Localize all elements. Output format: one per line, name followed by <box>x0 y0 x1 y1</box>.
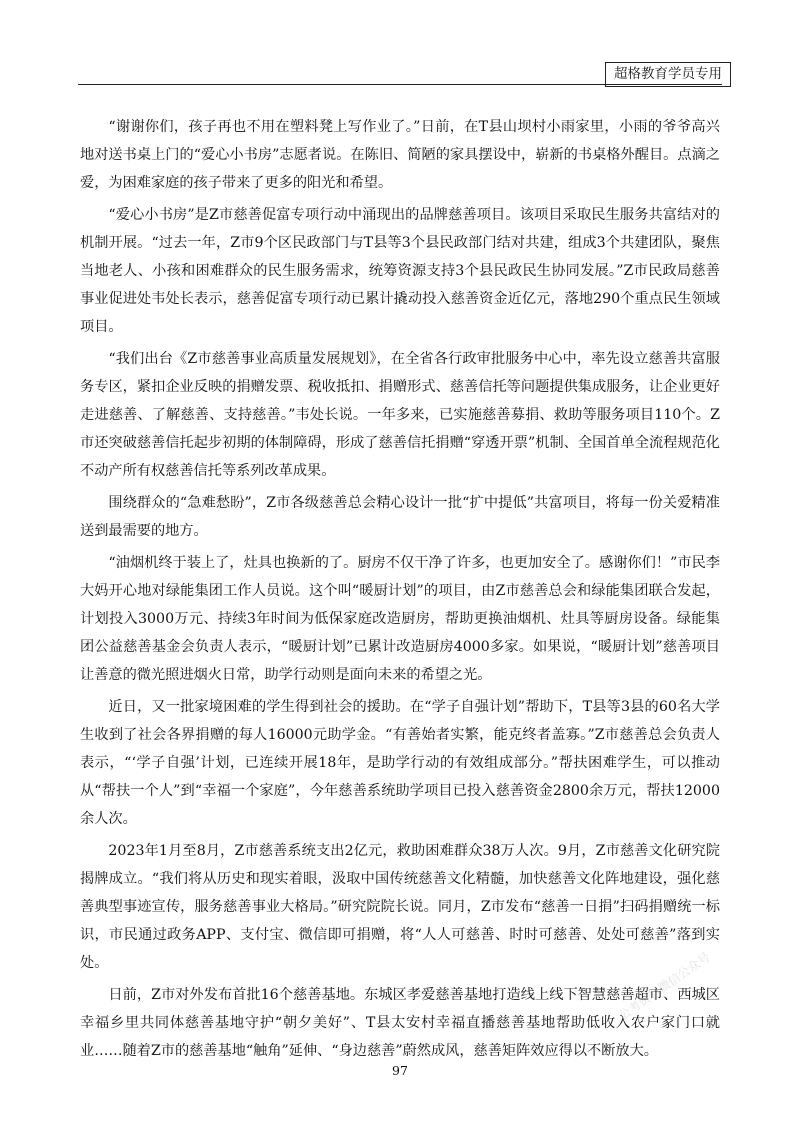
paragraph-1: “谢谢你们，孩子再也不用在塑料凳上写作业了。”日前，在T县山坝村小雨家里，小雨的爷爷高兴地对送书桌上门的“爱心小书房”志愿者说。在陈旧、简陋的家具摆设中，崭新的书桌格外醒目。点滴之爱，为困难家庭的孩子带来了更多的阳光和希望。 <box>80 119 720 191</box>
page-number: 97 <box>392 1063 408 1078</box>
paragraph-6: 近日，又一批家境困难的学生得到社会的援助。在“学子自强计划”帮助下，T县等3县的60名大学生收到了社会各界捐赠的每人16000元助学金。“有善始者实繁，能克终者盖寡。”Z市慈善总会负责人表示，“‘学子自强’计划，已连续开展18年，是助学行动的有效组成部分。”帮扶困难学生，可以推动从“帮扶一个人”到“幸福一个家庭”，今年慈善系统助学项目已投入慈善资金2800余万元，帮扶12000余人次。 <box>80 699 720 827</box>
article-body <box>80 113 720 1069</box>
paragraph-7: 2023年1月至8月，Z市慈善系统支出2亿元，救助困难群众38万人次。9月，Z市慈善文化研究院揭牌成立。“我们将从历史和现实着眼，汲取中国传统慈善文化精髓，加快慈善文化阵地建设，强化慈善典型事迹宣传，服务慈善事业大格局。”研究院院长说。同月，Z市发布“慈善一日捐”扫码捐赠统一标识，市民通过政务APP、支付宝、微信即可捐赠，将“人人可慈善、时时可慈善、处处可慈善”落到实处。 <box>80 843 720 971</box>
header-badge: 超格教育学员专用 <box>605 62 731 87</box>
watermark: 公考资料微信公众号 <box>616 949 713 1024</box>
header-rule <box>78 84 722 85</box>
paragraph-3: “我们出台《Z市慈善事业高质量发展规划》，在全省各行政审批服务中心中，率先设立慈善共富服务专区，紧扣企业反映的捐赠发票、税收抵扣、捐赠形式、慈善信托等问题提供集成服务，让企业更好走进慈善、了解慈善、支持慈善。”韦处长说。一年多来，已实施慈善募捐、救助等服务项目110个。Z市还突破慈善信托起步初期的体制障碍，形成了慈善信托捐赠“穿透开票”机制、全国首单全流程规范化不动产所有权慈善信托等系列改革成果。 <box>80 351 720 479</box>
paragraph-8: 日前，Z市对外发布首批16个慈善基地。东城区孝爱慈善基地打造线上线下智慧慈善超市、西城区幸福乡里共同体慈善基地守护“朝夕美好”、T县太安村幸福直播慈善基地帮助低收入农户家门口就业……随着Z市的慈善基地“触角”延伸、“身边慈善”蔚然成风，慈善矩阵效应得以不断放大。 <box>80 987 720 1059</box>
paragraph-5: “油烟机终于装上了，灶具也换新的了。厨房不仅干净了许多，也更加安全了。感谢你们！”市民李大妈开心地对绿能集团工作人员说。这个叫“暖厨计划”的项目，由Z市慈善总会和绿能集团联合发起，计划投入3000万元、持续3年时间为低保家庭改造厨房，帮助更换油烟机、灶具等厨房设备。绿能集团公益慈善基金会负责人表示，“暖厨计划”已累计改造厨房4000多家。如果说，“暖厨计划”慈善项目让善意的微光照进烟火日常，助学行动则是面向未来的希望之光。 <box>80 555 720 683</box>
paragraph-2: “爱心小书房”是Z市慈善促富专项行动中涌现出的品牌慈善项目。该项目采取民生服务共富结对的机制开展。“过去一年，Z市9个区民政部门与T县等3个县民政部门结对共建，组成3个共建团队，聚焦当地老人、小孩和困难群众的民生服务需求，统筹资源支持3个县民政民生协同发展。”Z市民政局慈善事业促进处韦处长表示，慈善促富专项行动已累计撬动投入慈善资金近亿元，落地290个重点民生领域项目。 <box>80 207 720 335</box>
paragraph-4: 围绕群众的“急难愁盼”，Z市各级慈善总会精心设计一批“扩中提低”共富项目，将每一份关爱精准送到最需要的地方。 <box>80 495 720 539</box>
